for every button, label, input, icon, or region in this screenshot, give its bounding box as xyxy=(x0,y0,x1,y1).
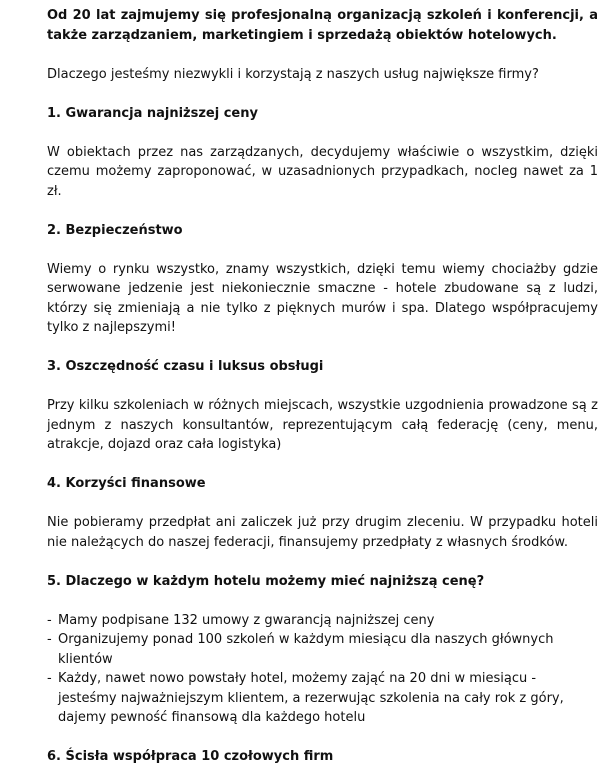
section-heading-2: 2. Bezpieczeństwo xyxy=(47,222,183,238)
section-heading-6: 6. Ścisła współpraca 10 czołowych firm xyxy=(47,749,334,764)
section-text-3: Przy kilku szkoleniach w różnych miejscach, wszystkie uzgodnienia prowadzone są z jednym z naszych konsultantów, reprezentującym całą federację (ceny, menu, atrakcje, dojazd oraz cała logistyka) xyxy=(47,398,598,452)
document-body xyxy=(47,6,598,767)
section-text-1: W obiektach przez nas zarządzanych, decydujemy właściwie o wszystkim, dzięki czemu możemy zaproponować, w uzasadnionych przypadkach, nocleg nawet za 1 zł. xyxy=(47,144,598,199)
list-item: - Każdy, nawet nowo powstały hotel, możemy zająć na 20 dni w miesiącu - jesteśmy najważniejszym klientem, a rezerwując szkolenia na cały rok z góry, dajemy pewność finansową dla każdego hotelu xyxy=(47,671,564,725)
section-heading-1: 1. Gwarancja najniższej ceny xyxy=(47,105,258,121)
section-heading-4: 4. Korzyści finansowe xyxy=(47,476,206,491)
section-heading-5: 5. Dlaczego w każdym hotelu możemy mieć najniższą cenę? xyxy=(47,573,485,589)
question-line: Dlaczego jesteśmy niezwykli i korzystają z naszych usług największe firmy? xyxy=(47,66,539,82)
intro-paragraph: Od 20 lat zajmujemy się profesjonalną organizacją szkoleń i konferencji, a także zarządzaniem, marketingiem i sprzedażą obiektów hotelowych. xyxy=(47,8,598,43)
list-item: - Organizujemy ponad 100 szkoleń w każdym miesiącu dla naszych głównych klientów xyxy=(47,632,554,667)
section-heading-3: 3. Oszczędność czasu i luksus obsługi xyxy=(47,359,324,374)
list-item: - Mamy podpisane 132 umowy z gwarancją najniższej ceny xyxy=(47,612,435,628)
section-text-2: Wiemy o rynku wszystko, znamy wszystkich, dzięki temu wiemy chociażby gdzie serwowane jedzenie jest niekoniecznie smaczne - hotele zbudowane są z ludzi, którzy się zmieniają a nie tylko z pięknych murów i spa. Dlatego współpracujemy tylko z najlepszymi! xyxy=(47,261,598,335)
reasons-list xyxy=(47,611,598,728)
section-text-4: Nie pobieramy przedpłat ani zaliczek już przy drugim zleceniu. W przypadku hoteli nie należących do naszej federacji, finansujemy przedpłaty z własnych środków. xyxy=(47,515,598,550)
